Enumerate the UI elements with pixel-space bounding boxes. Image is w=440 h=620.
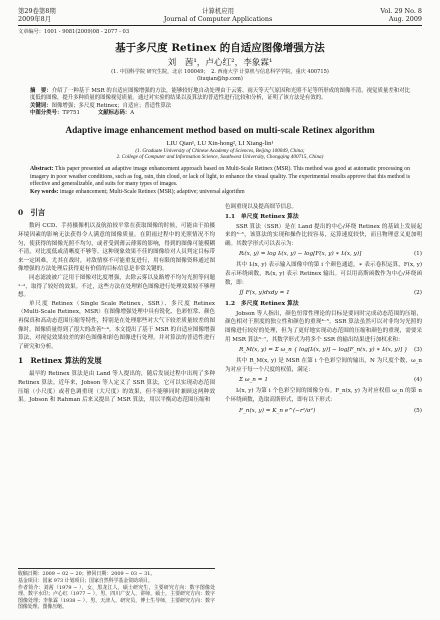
- continued-paragraph: 色调重现以及提高细节信息。: [225, 204, 298, 211]
- classification-line: [30, 110, 410, 117]
- footnote-received: 收稿日期：2009 − 02 − 20；修回日期：2009 − 03 − 31。: [18, 571, 156, 578]
- equation-4-body: Σ ω_n = 1: [239, 377, 268, 384]
- ssr-explanation: 其中 Iᵢ(x, y) 表示输入图像中的第 i 个颜色通道，∗ 表示卷积运算，F(x, y) 表示环绕函数，Rᵢ(x, y) 表示 Retinex 输出。可以用高斯函数作为中心/环绕函数，即：: [225, 262, 422, 286]
- msr-paragraph: Jobson 等人指出，颜色恒常性理论的目标是要同时完成动态范围的压缩，颜色相对于照度的独立性和颜色的重现⁴⁻⁵。SSR 算法虽然可以对非均匀光照的图像进行较好的处理，但为了更好地实现动态范围的压缩和颜色的重现，需要采用 MSR 算法⁵⁻⁷，其数学形式为将多个 SSR 的输出结果进行加权求和：: [225, 310, 422, 343]
- equation-5-number: (5): [413, 407, 422, 414]
- document-code-label: 文献标志码：: [97, 110, 131, 117]
- running-header: [18, 7, 422, 23]
- equation-2-body: ∬ F(x, y)dxdy = 1: [239, 290, 290, 297]
- section-retinex-title: 1 Retinex 算法的发展: [18, 356, 102, 366]
- abstract-cn-label: 摘 要：: [30, 88, 52, 94]
- volume-cn: 第29卷第8期: [18, 7, 56, 15]
- equation-5: [239, 407, 422, 416]
- surround-function-paragraph: Iᵢ(x, y) 为第 i 个色彩空间的图像分布。F_n(x, y) 为对应权值 ω_n 的第 n 个环绕函数，选取高斯形式，即有以下形式：: [225, 388, 422, 403]
- keywords-cn-text: 图像增强；多尺度 Retinex；自适应；普适性算法: [51, 102, 172, 109]
- abstract-en: [30, 166, 410, 188]
- journal-name-en: Journal of Computer Applications: [163, 15, 273, 23]
- journal-name-cn: 计算机应用: [202, 7, 235, 15]
- subsection-msr-title: 1.2 多尺度 Retinex 算法: [225, 301, 299, 308]
- keywords-en: [30, 189, 410, 196]
- clc-label: 中图分类号：: [30, 110, 63, 117]
- authors-cn: 刘 茜¹，卢心红²，李象霖¹: [167, 58, 273, 68]
- abstract-cn-text: 介绍了一种基于 MSR 的自适应图像增强的方法，能够较好地自动处理由于云雾、雨天等天气原因和光照不足等所形成的图像不清，视觉质量差和对比度低的图像，提升多种质量的图像视觉质量。通过对实验的结果以及算法的普适性进行比较和分析，证明了该方法是有效的。: [30, 88, 410, 102]
- equation-1-body: Rᵢ(x, y) = log Iᵢ(x, y) − log[F(x, y) ∗ Iᵢ(x, y)]: [239, 251, 362, 258]
- header-rule: [18, 25, 422, 26]
- intro-paragraph-2: 同态滤波被广泛用于图像对比度增强，去除云雾以及路增不均匀光照等问题¹⁻²，取得了较好的效果。不过，这些方法在处理彩色图像进行处理效果较不够理想。: [18, 274, 215, 299]
- abstract-cn: [30, 88, 410, 103]
- right-column: [225, 203, 422, 417]
- left-column: [18, 203, 215, 417]
- intro-paragraph-3: 单尺度 Retinex（Single Scale Retinex，SSR）、多尺度 Retinex（Multi-Scale Retinex，MSR）在图像增强处理中具有锐化、色彩恒常、颜色再保真和高动态范围压缩等特性，特别是在处理那些对大气下较差质量较差的图像时，图像质量得到了很大的改善³⁻⁴。本文提出了基于 MSR 的自适应图像增强算法，对视觉效果较差的彩色图像和彩色图像进行处理，并对算法的普适性进行了研究和分析。: [18, 300, 215, 350]
- section-introduction-title: 0 引言: [18, 208, 46, 218]
- title-en: Adaptive image enhancement method based on multi-scale Retinex algorithm: [65, 125, 375, 136]
- intro-paragraph-1: 数码 CCD、手持摄像机以及航拍较平常在获取图像的时候，可能由于拍摄环境因素的影响无法获得令人满意的图像质量。在阴雨过程中的光照情况不均匀，使获得的图像光照不均匀，或者受到薄云薄雾的影响，得到的图像可能模糊不清，对比度低或清晰度不够等。这种现象效果不佳的图像给对人员判定目标带来一定困难，尤其在战时，对敌情察不可能重复进行，用有限的图像资料通过图像增强的方法处理后获得更有价值的目标信息是非常关键的。: [18, 223, 215, 273]
- document-code-value: A: [130, 110, 135, 117]
- affiliation-en-1: (1. Graduate University of Chinese Academy of Sciences, Beijing 100049, China;: [135, 147, 305, 154]
- header-right: [380, 7, 422, 23]
- equation-1: [239, 250, 422, 259]
- affiliation-cn: (1. 中国科学院 研究生院，北京 100049； 2. 西南大学 计算机与信息科学学院，重庆 400715): [111, 69, 329, 75]
- retinex-paragraph-1: 最早的 Retinex 算法是由 Land 等人提出的，随后发展过程中出现了多种 Retinex 算法。近年来，Jobson 等人定义了 SSR 算法，它可以实现动态范围压缩（小尺度）或者色调重现（大尺度）的效果，但不能够同时兼顾这两种效果。Jobson 和 Rahman 后来又提出了 MSR 算法，用以平衡动态范围压缩和: [18, 371, 215, 404]
- equation-3-number: (3): [413, 347, 422, 354]
- article-number: 文章编号：1001 - 9081(2009)08 - 2077 - 03: [18, 29, 130, 35]
- authors-en: LIU Qian¹, LU Xin-hong², LI Xiang-lin¹: [166, 139, 274, 147]
- keywords-cn-label: 关键词：: [30, 102, 52, 109]
- keywords-en-text: image enhancement; Multi-Scale Retinex (MSR); adaptive; universal algorithm: [59, 189, 245, 196]
- equation-4-number: (4): [413, 377, 422, 384]
- keywords-en-label: Key words:: [30, 189, 59, 196]
- abstract-en-text: This paper presented an adaptive image enhancement approach based on Multi-Scale Retinex (MSR). This method was good at automatic processing on imagery in poor weather conditions, such as fog, rain, thin cloud, or lack of light, to enhance the visual quality. The experimental results approve that this method is effective and generalizable, and suits for many types of images.: [30, 166, 410, 187]
- body-columns: [18, 203, 422, 417]
- date-en: Aug. 2009: [388, 15, 422, 23]
- equation-3: [239, 346, 422, 355]
- affiliation-en-2: 2. College of Computer and Information Science, Southwest University, Chongqing 400715, China): [116, 154, 324, 161]
- equation-2-number: (2): [413, 290, 422, 297]
- document-code: [98, 110, 134, 117]
- keywords-cn: [30, 103, 410, 110]
- subsection-ssr-title: 1.1 单尺度 Retinex 算法: [225, 214, 299, 220]
- equation-3-body: R_M(x, y) = Σ ω_n { log[Iᵢ(x, y)] − log[F_n(x, y) ∗ Iᵢ(x, y)] }: [239, 347, 408, 354]
- equation-4: [239, 376, 422, 385]
- title-cn: 基于多尺度 Retinex 的自适应图像增强方法: [115, 42, 325, 54]
- equation-5-body: F_n(x, y) = K_n e^(−r²/σ²): [239, 407, 316, 414]
- clc-number: [30, 110, 80, 117]
- footnote: [18, 568, 215, 611]
- footnote-author-bio: 作者简介：刘茜（1979 − ），女，黑龙江人，硕士研究生，主要研究方向：数字图像处理、数字水印；卢心红（1977 − ），男，四川广安人，讲师，硕士，主要研究方向：数字图像处理；李象霖（1938 − ），男，天津人，研究员，博士生导师，主要研究方向：数字图像处理、图像压缩。: [18, 584, 215, 611]
- footnote-funding: 基金项目：国家 973 计划项目；国家自然科学基金资助项目。: [18, 578, 153, 585]
- msr-explanation: 其中 R_M(x, y) 是 MSR 在第 i 个色彩空间的输出，N 为尺度个数，ω_n 为对应于每一个尺度的权值，满足：: [225, 358, 422, 373]
- clc-value: TP751: [62, 110, 80, 117]
- header-left: [18, 7, 56, 23]
- date-cn: 2009年8月: [18, 15, 52, 23]
- equation-1-number: (1): [413, 251, 422, 258]
- abstract-en-label: Abstract:: [30, 166, 54, 173]
- author-email: (liuqian@hp.com): [197, 76, 243, 82]
- header-center: [164, 7, 272, 23]
- ssr-paragraph: SSR 算法（SSR）是在 Land 提出的中心/环绕 Retinex 的基础上发展起来的³⁻⁵，该算法的实现和操作比较容易，运算速度较快，而且物理意义更加明确。其数学形式可以表示为：: [225, 223, 422, 247]
- volume-en: Vol. 29 No. 8: [380, 7, 422, 15]
- equation-2: [239, 289, 422, 298]
